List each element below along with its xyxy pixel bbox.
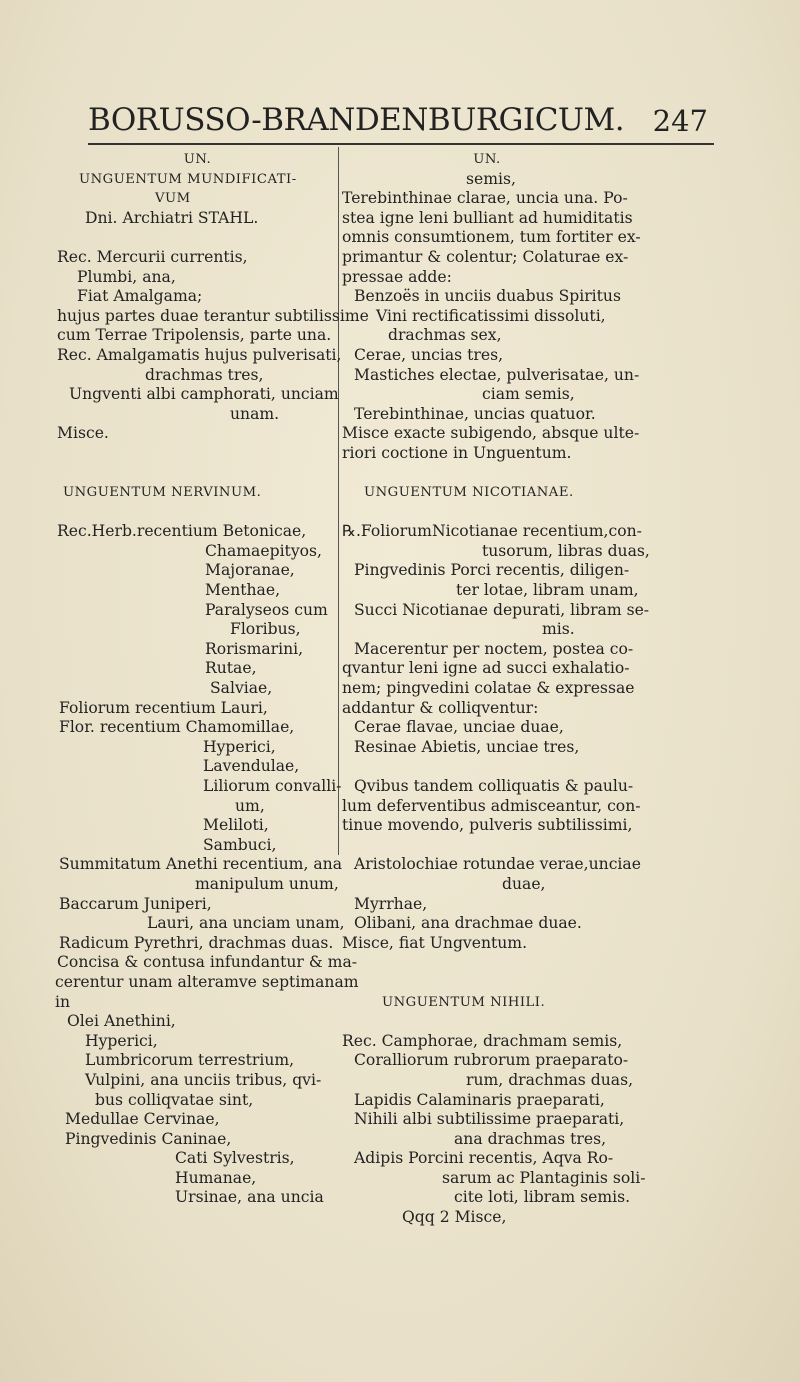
text-line: VUM (155, 191, 191, 207)
text-line: lum deferventibus admisceantur, con- (342, 796, 641, 815)
text-line: stea igne leni bulliant ad humiditatis (342, 208, 633, 227)
text-line: Lapidis Calaminaris praeparati, (354, 1090, 605, 1109)
text-line: Adipis Porcini recentis, Aqva Ro- (354, 1149, 614, 1168)
text-line: bus colliqvatae sint, (95, 1090, 254, 1109)
text-line: Lavendulae, (203, 757, 300, 776)
text-line: Dni. Archiatri STAHL. (85, 208, 259, 227)
blank-line (342, 953, 632, 973)
text-line: omnis consumtionem, tum fortiter ex- (342, 228, 641, 247)
text-line: Medullae Cervinae, (65, 1110, 220, 1129)
text-line: UNGUENTUM NIHILI. (382, 994, 546, 1010)
text-line: Terebinthinae clarae, uncia una. Po- (342, 189, 628, 208)
text-line: Rorismarini, (205, 639, 304, 658)
text-line: Qvibus tandem colliquatis & paulu- (354, 777, 634, 795)
text-line: Ungventi albi camphorati, unciam (69, 385, 339, 404)
text-line: Majoranae, (205, 561, 295, 580)
header-rule (88, 143, 714, 145)
text-line: Baccarum Juniperi, (59, 894, 212, 913)
page-header (88, 102, 708, 142)
text-line: Cerae, uncias tres, (354, 345, 504, 364)
text-line: Chamaepityos, (205, 541, 322, 560)
text-line: cum Terrae Tripolensis, parte una. (57, 326, 332, 345)
text-line: Rutae, (205, 659, 257, 678)
blank-line (342, 836, 632, 856)
right-column (342, 150, 650, 1228)
text-line: riori coctione in Unguentum. (342, 443, 572, 462)
page-number: 247 (652, 104, 708, 138)
blank-line (342, 1012, 632, 1032)
blank-line (55, 228, 340, 248)
text-line: qvantur leni igne ad succi exhalatio- (342, 659, 630, 678)
text-line: manipulum unum, (195, 874, 339, 893)
text-line: UNGUENTUM MUNDIFICATI- (79, 171, 297, 187)
text-line: Floribus, (230, 620, 301, 639)
text-line: drachmas tres, (145, 365, 264, 384)
text-line: UNGUENTUM NICOTIANAE. (364, 485, 574, 501)
text-line: Misce exacte subigendo, absque ulte- (342, 424, 640, 443)
text-line: pressae adde: (342, 267, 452, 286)
text-line: Mastiches electae, pulverisatae, un- (354, 365, 640, 384)
text-line: Resinae Abietis, unciae tres, (354, 737, 580, 756)
text-line: tinue movendo, pulveris subtilissimi, (342, 816, 633, 835)
text-line: Aristolochiae rotundae verae,unciae (354, 855, 641, 874)
text-line: Vulpini, ana unciis tribus, qvi- (85, 1070, 322, 1089)
text-line: sarum ac Plantaginis soli- (442, 1168, 646, 1187)
text-line: ter lotae, libram unam, (456, 581, 639, 600)
text-line: UNGUENTUM NERVINUM. (63, 485, 262, 501)
text-line: cite loti, libram semis. (454, 1188, 631, 1207)
text-line: addantur & colliqventur: (342, 698, 539, 717)
text-line: Foliorum recentium Lauri, (59, 698, 268, 717)
text-line: Summitatum Anethi recentium, ana (59, 855, 343, 874)
text-line: Cerae flavae, unciae duae, (354, 718, 564, 737)
blank-line (342, 757, 632, 777)
blank-line (342, 503, 632, 523)
text-line: nem; pingvedini colatae & expressae (342, 679, 635, 698)
text-line: ciam semis, (482, 385, 575, 404)
running-title: BORUSSO-BRANDENBURGICUM. (88, 102, 625, 138)
text-line: Fiat Amalgama; (77, 287, 203, 306)
text-line: UN. (183, 152, 212, 167)
text-line: Myrrhae, (354, 894, 428, 913)
text-line: Lauri, ana unciam unam, (147, 914, 345, 933)
text-line: Hyperici, (85, 1031, 158, 1050)
text-line: Rec.Herb.recentium Betonicae, (57, 522, 307, 541)
text-line: Pingvedinis Porci recentis, diligen- (354, 561, 630, 580)
text-line: Benzoës in unciis duabus Spiritus (354, 287, 621, 306)
text-line: hujus partes duae terantur subtilissime (57, 306, 369, 325)
text-line: Hyperici, (203, 737, 276, 756)
text-line: Salviae, (210, 679, 273, 698)
blank-line (55, 503, 340, 523)
text-line: Rec. Mercurii currentis, (57, 247, 248, 266)
text-line: Olibani, ana drachmae duae. (354, 914, 582, 933)
text-line: drachmas sex, (388, 326, 502, 345)
text-line: ana drachmas tres, (454, 1129, 607, 1148)
text-line: Macerentur per noctem, postea co- (354, 639, 634, 658)
blank-line (342, 464, 632, 484)
text-line: Liliorum convalli- (203, 777, 342, 795)
text-line: Qqq 2 Misce, (402, 1208, 507, 1227)
text-line: in (55, 992, 71, 1011)
text-line: Rec. Camphorae, drachmam semis, (342, 1031, 623, 1050)
text-line: Terebinthinae, uncias quatuor. (354, 404, 596, 423)
text-line: rum, drachmas duas, (466, 1070, 634, 1089)
text-line: Rec. Amalgamatis hujus pulverisati, (57, 345, 342, 364)
text-line: Concisa & contusa infundantur & ma- (57, 953, 358, 972)
text-line: um, (235, 796, 265, 815)
text-line: Olei Anethini, (67, 1012, 176, 1031)
text-line: Coralliorum rubrorum praeparato- (354, 1051, 629, 1070)
text-line: cerentur unam alteramve septimanam (55, 972, 359, 991)
text-line: Paralyseos cum (205, 600, 328, 619)
text-line: Flor. recentium Chamomillae, (59, 718, 295, 737)
text-line: duae, (502, 874, 546, 893)
text-line: UN. (473, 152, 501, 167)
text-line: Plumbi, ana, (77, 267, 176, 286)
text-line: Nihili albi subtilissime praeparati, (354, 1110, 625, 1129)
text-line: Misce, fiat Ungventum. (342, 933, 528, 952)
text-line: Succi Nicotianae depurati, libram se- (354, 600, 650, 619)
blank-line (55, 464, 340, 484)
blank-line (342, 973, 632, 993)
text-line: unam. (230, 404, 280, 423)
text-line: semis, (466, 169, 516, 188)
text-line: Menthae, (205, 581, 281, 600)
text-line: Pingvedinis Caninae, (65, 1129, 232, 1148)
text-line: Ursinae, ana uncia (175, 1188, 324, 1207)
text-line: Meliloti, (203, 816, 269, 835)
text-line: tusorum, libras duas, (482, 541, 650, 560)
blank-line (55, 444, 340, 464)
text-line: Humanae, (175, 1168, 257, 1187)
text-line: primantur & colentur; Colaturae ex- (342, 247, 629, 266)
text-line: Vini rectificatissimi dissoluti, (376, 306, 606, 325)
text-line: Sambuci, (203, 835, 277, 854)
text-line: mis. (542, 620, 575, 639)
text-line: Cati Sylvestris, (175, 1149, 295, 1168)
text-line: ℞.FoliorumNicotianae recentium,con- (342, 522, 642, 541)
text-line: Radicum Pyrethri, drachmas duas. (59, 933, 334, 952)
text-line: Misce. (57, 424, 109, 443)
text-line: Lumbricorum terrestrium, (85, 1051, 295, 1070)
left-column (55, 150, 369, 1208)
